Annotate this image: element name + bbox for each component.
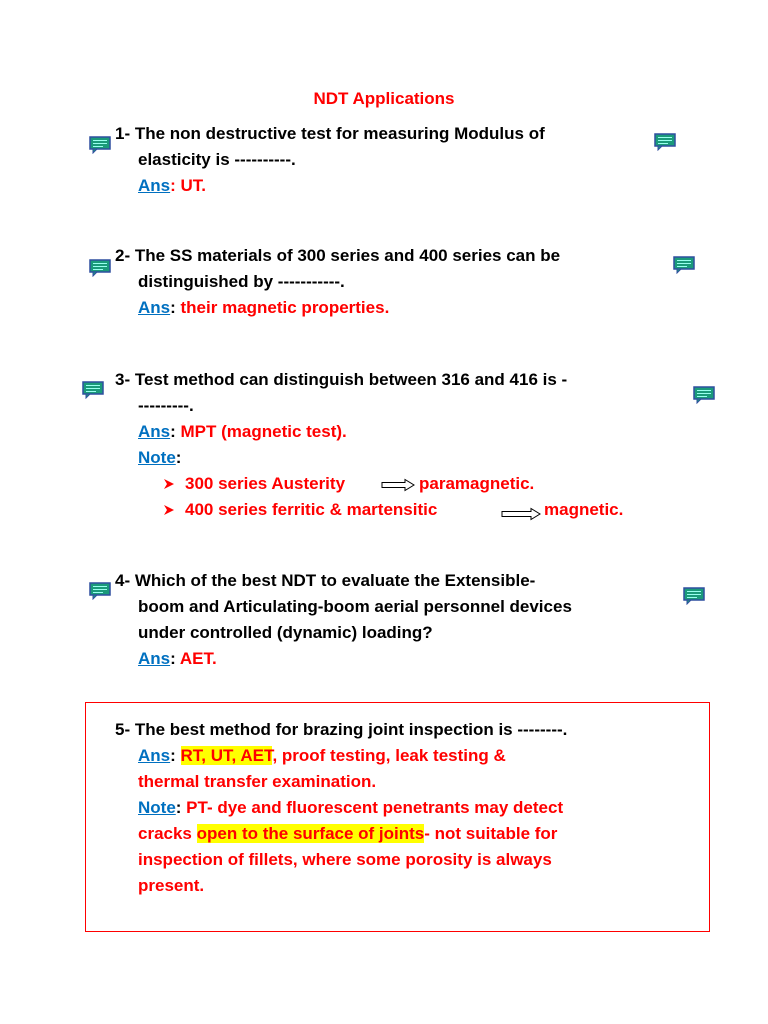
answer-1 <box>138 176 206 196</box>
question-1: 1- The non destructive test for measuring Modulus of <box>115 124 545 143</box>
note-label: Note <box>138 448 176 467</box>
bullet-1-left: 300 series Austerity <box>185 474 346 493</box>
answer-4: Ans: AET. <box>138 649 217 668</box>
comment-icon[interactable] <box>654 133 676 151</box>
answer-text: AET. <box>179 649 217 668</box>
answer-text: : UT. <box>170 176 207 195</box>
question-5: 5- The best method for brazing joint inspection is --------. <box>115 720 568 739</box>
bullet-2-left: 400 series ferritic & martensitic <box>185 500 438 519</box>
ans-label: Ans <box>138 298 171 317</box>
answer-text: , proof testing, leak testing & <box>272 746 506 765</box>
note-3: Note: <box>138 448 182 467</box>
answer-5-cont: thermal transfer examination. <box>138 772 377 791</box>
question-1-cont: elasticity is ----------. <box>138 150 296 169</box>
note-5-cont <box>138 824 557 844</box>
answer-text: their magnetic properties. <box>180 298 390 317</box>
comment-icon[interactable] <box>89 259 111 277</box>
question-3-cont: ---------. <box>138 396 194 415</box>
note-5-cont: inspection of fillets, where some porosity is always <box>138 850 552 869</box>
note-text: PT- dye and fluorescent penetrants may detect <box>186 798 564 817</box>
comment-icon[interactable] <box>82 381 104 399</box>
question-4-cont: under controlled (dynamic) loading? <box>138 623 433 642</box>
ans-label: Ans <box>138 649 171 668</box>
comment-icon[interactable] <box>683 587 705 605</box>
question-4: 4- Which of the best NDT to evaluate the Extensible- <box>115 571 536 590</box>
bullet-arrow-icon <box>162 503 176 517</box>
note-5: Note: PT- dye and fluorescent penetrants may detect <box>138 798 564 817</box>
comment-icon[interactable] <box>673 256 695 274</box>
note-text: - not suitable for <box>424 824 558 843</box>
ans-label: Ans <box>138 176 171 195</box>
note-text: cracks <box>138 824 197 843</box>
note-highlight: open to the surface of joints <box>196 824 425 843</box>
answer-2: Ans: their magnetic properties. <box>138 298 390 317</box>
question-3: 3- Test method can distinguish between 316 and 416 is - <box>115 370 568 389</box>
note-label: Note <box>138 798 176 817</box>
page-title: NDT Applications <box>313 89 455 108</box>
comment-icon[interactable] <box>693 386 715 404</box>
right-arrow-icon <box>501 507 541 521</box>
bullet-arrow-icon <box>162 477 176 491</box>
bullet-2-right: magnetic. <box>544 500 624 519</box>
note-5-cont: present. <box>138 876 205 895</box>
answer-5: Ans: RT, UT, AET, proof testing, leak testing & <box>138 746 506 765</box>
comment-icon[interactable] <box>89 136 111 154</box>
answer-text: MPT (magnetic test). <box>180 422 347 441</box>
question-4-cont: boom and Articulating-boom aerial personnel devices <box>138 597 572 616</box>
question-2: 2- The SS materials of 300 series and 400 series can be <box>115 246 561 265</box>
comment-icon[interactable] <box>89 582 111 600</box>
answer-3: Ans: MPT (magnetic test). <box>138 422 347 441</box>
bullet-1-right: paramagnetic. <box>419 474 535 493</box>
right-arrow-icon <box>381 478 415 492</box>
answer-highlight: RT, UT, AET <box>180 746 273 765</box>
ans-label: Ans <box>138 422 171 441</box>
ans-label: Ans <box>138 746 171 765</box>
question-2-cont: distinguished by -----------. <box>138 272 345 291</box>
